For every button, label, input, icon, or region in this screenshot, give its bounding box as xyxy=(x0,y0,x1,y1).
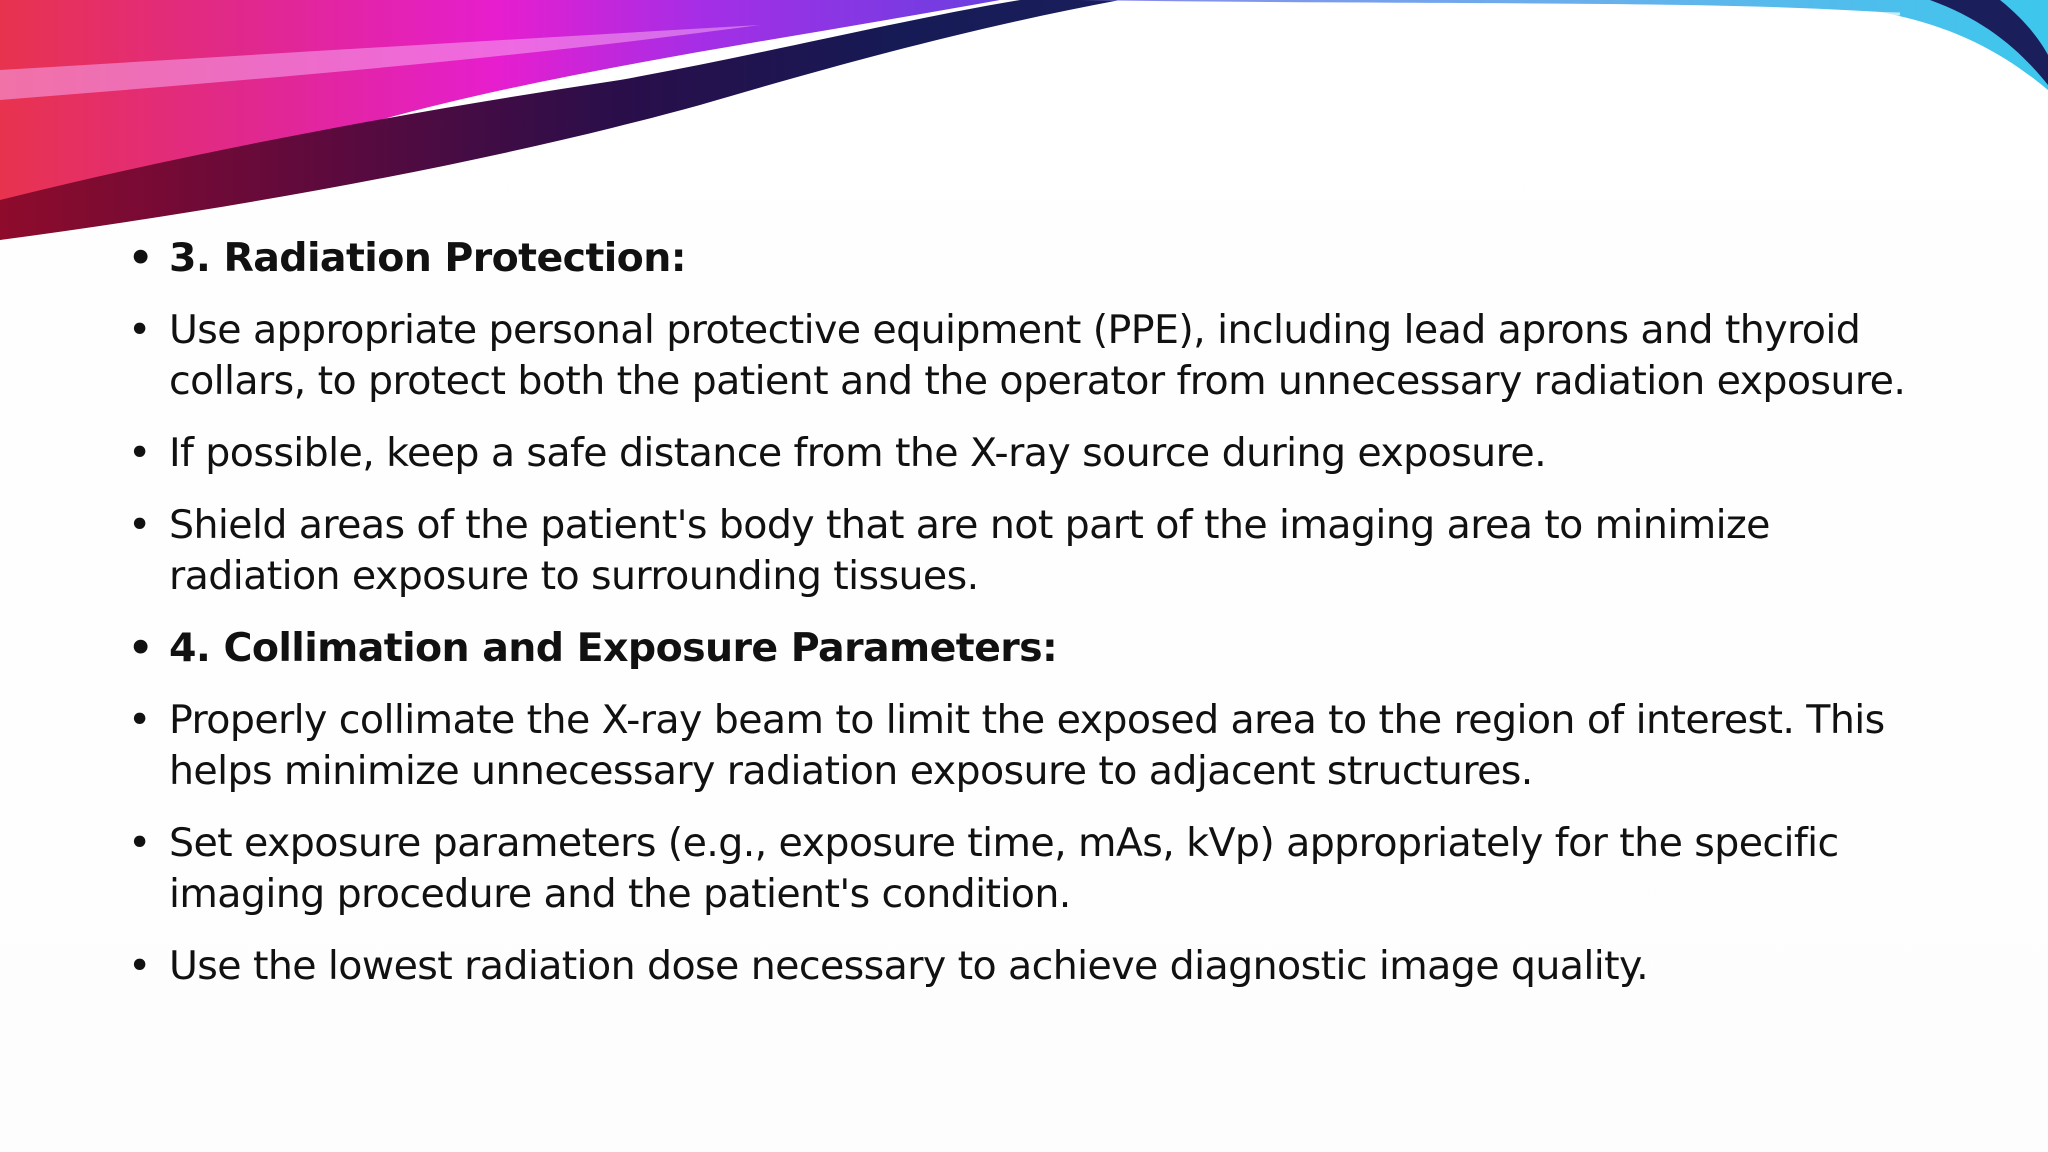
bullet-text: Use the lowest radiation dose necessary to achieve diagnostic image quality. xyxy=(169,943,1649,989)
list-item xyxy=(128,233,1908,284)
bullet-text: 3. Radiation Protection: xyxy=(169,235,686,281)
list-item xyxy=(128,305,1908,407)
bullet-glyph: • xyxy=(128,625,153,671)
list-item xyxy=(128,695,1908,797)
list-item xyxy=(128,500,1908,602)
bullet-text: Use appropriate personal protective equipment (PPE), including lead aprons and thyroid collars, to protect both the patient and the operator from unnecessary radiation exposure. xyxy=(169,307,1906,404)
list-item xyxy=(128,428,1908,479)
bullet-list xyxy=(128,233,1908,1013)
bullet-glyph: • xyxy=(128,430,151,476)
swoosh-cyan-band xyxy=(1080,0,2048,90)
bullet-glyph: • xyxy=(128,502,151,548)
list-item xyxy=(128,818,1908,920)
bullet-text: If possible, keep a safe distance from the X-ray source during exposure. xyxy=(169,430,1547,476)
list-item xyxy=(128,623,1908,674)
bullet-text: Set exposure parameters (e.g., exposure time, mAs, kVp) appropriately for the specific imaging procedure and the patient's condition. xyxy=(169,820,1839,917)
bullet-text: 4. Collimation and Exposure Parameters: xyxy=(169,625,1058,671)
bullet-glyph: • xyxy=(128,307,151,353)
bullet-glyph: • xyxy=(128,820,151,866)
bullet-glyph: • xyxy=(128,943,151,989)
bullet-glyph: • xyxy=(128,697,151,743)
bullet-glyph: • xyxy=(128,235,153,281)
list-item xyxy=(128,941,1908,992)
bullet-text: Shield areas of the patient's body that are not part of the imaging area to minimize radiation exposure to surrounding tissues. xyxy=(169,502,1770,599)
bullet-text: Properly collimate the X-ray beam to limit the exposed area to the region of interest. This helps minimize unnecessary radiation exposure to adjacent structures. xyxy=(169,697,1885,794)
